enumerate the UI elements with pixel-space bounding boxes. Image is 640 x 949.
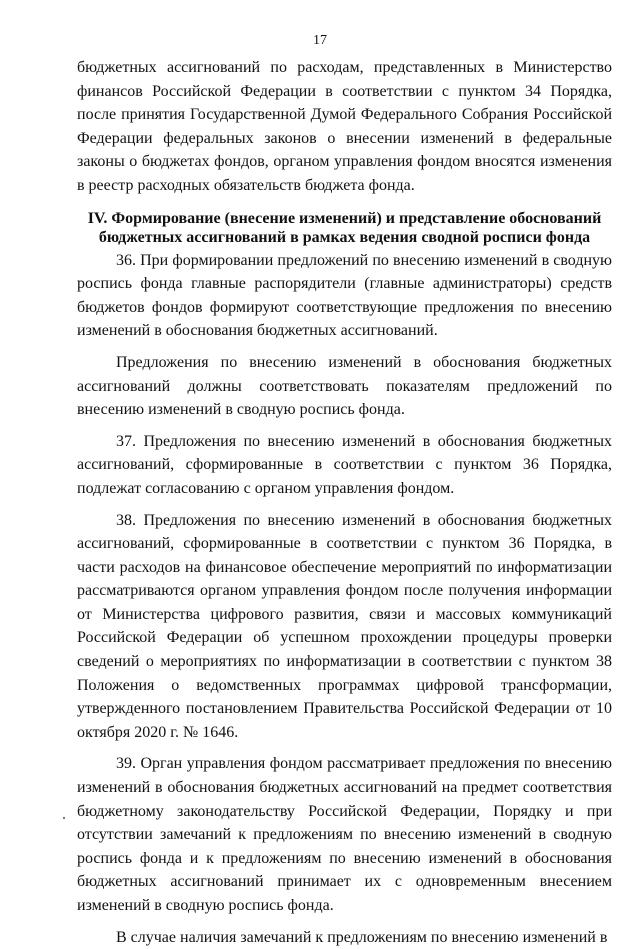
section-heading: IV. Формирование (внесение изменений) и представление обоснований бюджетных ассигнований в рамках ведения сводной росписи фонда: [87, 209, 602, 246]
paragraph-39-second: В случае наличия замечаний к предложениям по внесению изменений в: [116, 928, 608, 946]
paragraph-38: 38. Предложения по внесению изменений в обоснования бюджетных ассигнований, сформированные в соответствии с пунктом 36 Порядка, в части расходов на финансовое обеспечение мероприятий по информатизации рассматриваются органом управления фондом после получения информации от Министерства цифрового развития, связи и массовых коммуникаций Российской Федерации об успешном прохождении процедуры проверки сведений о мероприятиях по информатизации в соответствии с пунктом 38 Положения о ведомственных программах цифровой трансформации, утвержденного постановлением Правительства Российской Федерации от 10 октября 2020 г. № 1646.: [77, 511, 612, 741]
paragraph-37: 37. Предложения по внесению изменений в обоснования бюджетных ассигнований, сформированные в соответствии с пунктом 36 Порядка, подлежат согласованию с органом управления фондом.: [77, 432, 612, 497]
margin-mark: [63, 817, 65, 819]
paragraph-39: 39. Орган управления фондом рассматривает предложения по внесению изменений в обоснования бюджетных ассигнований на предмет соответствия бюджетному законодательству Российской Федерации, Порядку и при отсутствии замечаний к предложениям по внесению изменений в сводную роспись фонда и к предложениям по внесению изменений в обоснования бюджетных ассигнований принимает их с одновременным внесением изменений в сводную роспись фонда.: [77, 755, 612, 914]
page-number: 17: [313, 33, 327, 48]
paragraph-continuation: бюджетных ассигнований по расходам, представленных в Министерство финансов Российской Федерации в соответствии с пунктом 34 Порядка, после принятия Государственной Думой Федерального Собрания Российской Федерации федеральных законов о внесении изменений в федеральные законы о бюджетах фондов, органом управления фондом вносятся изменения в реестр расходных обязательств бюджета фонда.: [77, 59, 612, 194]
document-body: [77, 56, 612, 949]
paragraph-36-second: Предложения по внесению изменений в обоснования бюджетных ассигнований должны соответствовать показателям предложений по внесению изменений в сводную роспись фонда.: [77, 353, 612, 419]
paragraph-36: 36. При формировании предложений по внесению изменений в сводную роспись фонда главные распорядители (главные администраторы) средств бюджетов фондов формируют соответствующие предложения по внесению изменений в обоснования бюджетных ассигнований.: [77, 251, 612, 340]
